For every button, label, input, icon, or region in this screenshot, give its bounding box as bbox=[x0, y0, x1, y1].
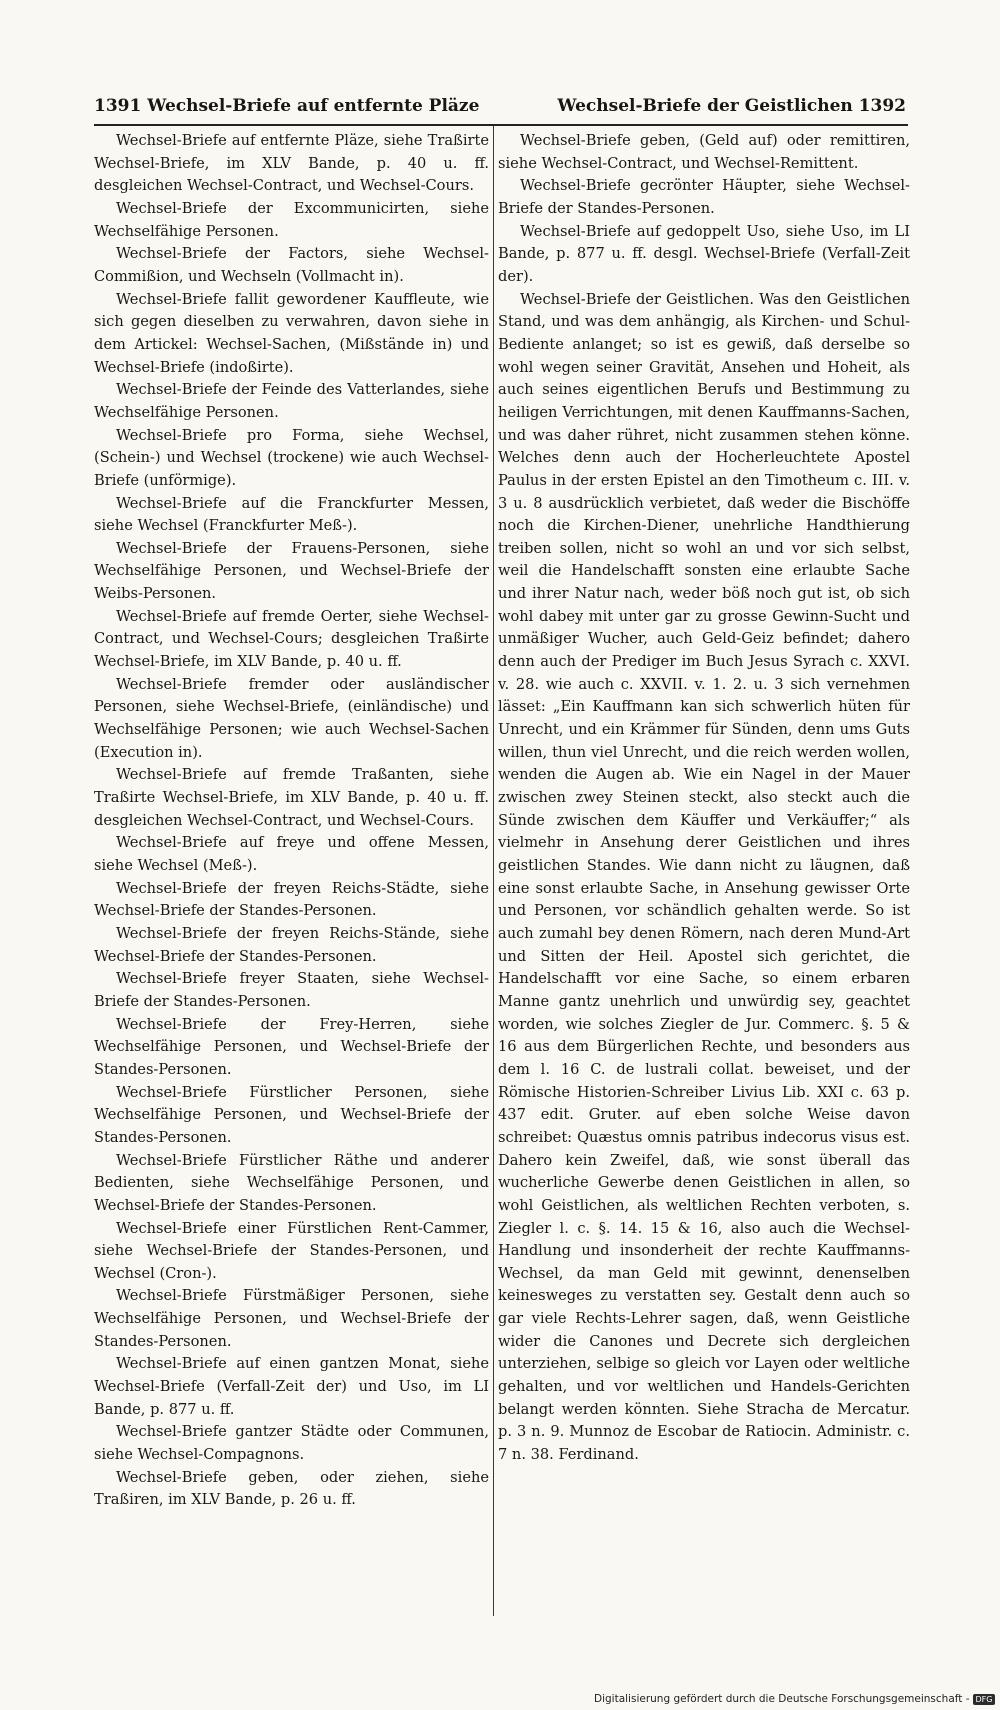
entry: Wechsel-Briefe auf gedoppelt Uso, siehe Uso, im LI Bande, p. 877 u. ff. desgl. Wechsel-Briefe (Verfall-Zeit der). bbox=[498, 222, 910, 285]
entry: Wechsel-Briefe Fürstlicher Personen, siehe Wechselfähige Personen, und Wechsel-Briefe der Standes-Personen. bbox=[94, 1083, 489, 1146]
running-head-left: 1391 Wechsel-Briefe auf entfernte Pläze bbox=[94, 96, 480, 116]
entry: Wechsel-Briefe auf die Franckfurter Messen, siehe Wechsel (Franckfurter Meß-). bbox=[94, 494, 489, 535]
header-rule bbox=[94, 124, 908, 126]
article-geistlichen: Wechsel-Briefe der Geistlichen. Was den Geistlichen Stand, und was dem anhängig, als Kirchen- und Schul-Bediente anlanget; so ist es gewiß, daß derselbe so wohl wegen seiner Gravität, Ansehen und Hoheit, als auch seines eigentlichen Berufs und Bestimmung zu heiligen Verrichtungen, mit denen Kauffmanns-Sachen, und was daher rühret, nicht zusammen stehen könne. Welches denn auch der Hocherleuchtete Apostel Paulus in der ersten Epistel an den Timotheum c. III. v. 3 u. 8 ausdrücklich verbietet, daß weder die Bischöffe noch die Kirchen-Diener, unehrliche Handthierung treiben sollen, nicht so wohl an und vor sich selbst, weil die Handelschafft sonsten eine erlaubte Sache und ihrer Natur nach, weder böß noch gut ist, ob sich wohl dabey mit unter gar zu grosse Gewinn-Sucht und unmäßiger Wucher, auch Geld-Geiz befindet; dahero denn auch der Prediger im Buch Jesus Syrach c. XXVI. v. 28. wie auch c. XXVII. v. 1. 2. u. 3 sich vernehmen lässet: „Ein Kauffmann kan sich schwerlich hüten für Unrecht, und ein Krämmer für Sünden, denn ums Guts willen, thun viel Unrecht, und die reich werden wollen, wenden die Augen ab. Wie ein Nagel in der Mauer zwischen zwey Steinen steckt, also steckt auch die Sünde zwischen dem Käuffer und Verkäuffer;“ als vielmehr in Ansehung derer Geistlichen und ihres geistlichen Standes. Wie dann nicht zu läugnen, daß eine sonst erlaubte Sache, in Ansehung gewisser Orte und Personen, vor schändlich gehalten werde. So ist auch zumahl bey denen Römern, nach deren Mund-Art und Sitten der Heil. Apostel sich gerichtet, die Handelschafft vor eine Sache, so einem erbaren Manne gantz unehrlich und unwürdig sey, geachtet worden, wie solches Ziegler de Jur. Commerc. §. 5 & 16 aus dem Bürgerlichen Rechte, und besonders aus dem l. 16 C. de lustrali collat. beweiset, und der Römische Historien-Schreiber Livius Lib. XXI c. 63 p. 437 edit. Gruter. auf eben solche Weise davon schreibet: Quæstus omnis patribus indecorus visus est. Dahero kein Zweifel, daß, wie sonst überall das wucherliche Gewerbe denen Geistlichen in allen, so wohl Geistlichen, als weltlichen Rechten verboten, s. Ziegler l. c. §. 14. 15 & 16, also auch die Wechsel-Handlung und insonderheit der rechte Kauffmanns-Wechsel, da man Geld mit gewinnt, denenselben keinesweges zu verstatten sey. Gestalt denn auch so gar viele Rechts-Lehrer sagen, daß, wenn Geistliche wider die Canones und Decrete sich dergleichen unterziehen, selbige so gleich vor Layen oder weltliche gehalten, und vor weltlichen und Handels-Gerichten belangt werden könnten. Siehe Stracha de Mercatur. p. 3 n. 9. Munnoz de Escobar de Ratiocin. Administr. c. 7 n. 38. Ferdinand. bbox=[498, 290, 910, 1464]
entry: Wechsel-Briefe auf einen gantzen Monat, siehe Wechsel-Briefe (Verfall-Zeit der) und Uso, im LI Bande, p. 877 u. ff. bbox=[94, 1355, 489, 1418]
entry: Wechsel-Briefe Fürstlicher Räthe und anderer Bedienten, siehe Wechselfähige Personen, und Wechsel-Briefe der Standes-Personen. bbox=[94, 1151, 489, 1214]
entry: Wechsel-Briefe der Feinde des Vatterlandes, siehe Wechselfähige Personen. bbox=[94, 381, 489, 421]
footer-text: Digitalisierung gefördert durch die Deutsche Forschungsgemeinschaft - bbox=[594, 1693, 970, 1705]
entry: Wechsel-Briefe der Frauens-Personen, siehe Wechselfähige Personen, und Wechsel-Briefe der Weibs-Personen. bbox=[94, 539, 489, 603]
entry: Wechsel-Briefe fremder oder ausländischer Personen, siehe Wechsel-Briefe, (einländische) und Wechselfähige Personen; wie auch Wechsel-Sachen (Execution in). bbox=[94, 675, 489, 761]
entry: Wechsel-Briefe einer Fürstlichen Rent-Cammer, siehe Wechsel-Briefe der Standes-Personen, und Wechsel (Cron-). bbox=[94, 1219, 489, 1282]
entry: Wechsel-Briefe auf entfernte Pläze, siehe Traßirte Wechsel-Briefe, im XLV Bande, p. 40 u. ff. desgleichen Wechsel-Contract, und Wechsel-Cours. bbox=[94, 132, 489, 195]
entry: Wechsel-Briefe Fürstmäßiger Personen, siehe Wechselfähige Personen, und Wechsel-Briefe der Standes-Personen. bbox=[94, 1287, 489, 1350]
entry: Wechsel-Briefe der Excommunicirten, siehe Wechselfähige Personen. bbox=[94, 199, 489, 240]
left-column bbox=[94, 130, 489, 1512]
entry: Wechsel-Briefe der Factors, siehe Wechsel-Commißion, und Wechseln (Vollmacht in). bbox=[94, 245, 489, 285]
column-divider bbox=[493, 126, 494, 1616]
entry: Wechsel-Briefe auf fremde Traßanten, siehe Traßirte Wechsel-Briefe, im XLV Bande, p. 40 u. ff. desgleichen Wechsel-Contract, und Wechsel-Cours. bbox=[94, 766, 489, 829]
running-head bbox=[94, 96, 906, 122]
entry: Wechsel-Briefe gantzer Städte oder Communen, siehe Wechsel-Compagnons. bbox=[94, 1423, 489, 1464]
entry: Wechsel-Briefe auf fremde Oerter, siehe Wechsel-Contract, und Wechsel-Cours; desgleichen Traßirte Wechsel-Briefe, im XLV Bande, p. 40 u. ff. bbox=[94, 607, 489, 671]
right-column bbox=[498, 130, 910, 1467]
entry: Wechsel-Briefe geben, oder ziehen, siehe Traßiren, im XLV Bande, p. 26 u. ff. bbox=[94, 1468, 489, 1509]
entry: Wechsel-Briefe der freyen Reichs-Stände, siehe Wechsel-Briefe der Standes-Personen. bbox=[94, 924, 489, 965]
entry: Wechsel-Briefe auf freye und offene Messen, siehe Wechsel (Meß-). bbox=[94, 834, 489, 874]
dfg-logo: DFG bbox=[973, 1694, 996, 1705]
entry: Wechsel-Briefe geben, (Geld auf) oder remittiren, siehe Wechsel-Contract, und Wechsel-Remittent. bbox=[498, 132, 910, 172]
entry: Wechsel-Briefe freyer Staaten, siehe Wechsel-Briefe der Standes-Personen. bbox=[94, 970, 489, 1010]
entry: Wechsel-Briefe der freyen Reichs-Städte, siehe Wechsel-Briefe der Standes-Personen. bbox=[94, 879, 489, 920]
entry: Wechsel-Briefe der Frey-Herren, siehe Wechselfähige Personen, und Wechsel-Briefe der Standes-Personen. bbox=[94, 1015, 489, 1078]
entry: Wechsel-Briefe pro Forma, siehe Wechsel, (Schein-) und Wechsel (trockene) wie auch Wechsel-Briefe (unförmige). bbox=[94, 426, 489, 489]
footer-credit bbox=[594, 1693, 994, 1709]
running-head-right: Wechsel-Briefe der Geistlichen 1392 bbox=[557, 96, 906, 116]
entry: Wechsel-Briefe gecrönter Häupter, siehe Wechsel-Briefe der Standes-Personen. bbox=[498, 177, 910, 217]
entry: Wechsel-Briefe fallit gewordener Kauffleute, wie sich gegen dieselben zu verwahren, davon siehe in dem Artickel: Wechsel-Sachen, (Mißstände in) und Wechsel-Briefe (indoßirte). bbox=[94, 290, 489, 376]
